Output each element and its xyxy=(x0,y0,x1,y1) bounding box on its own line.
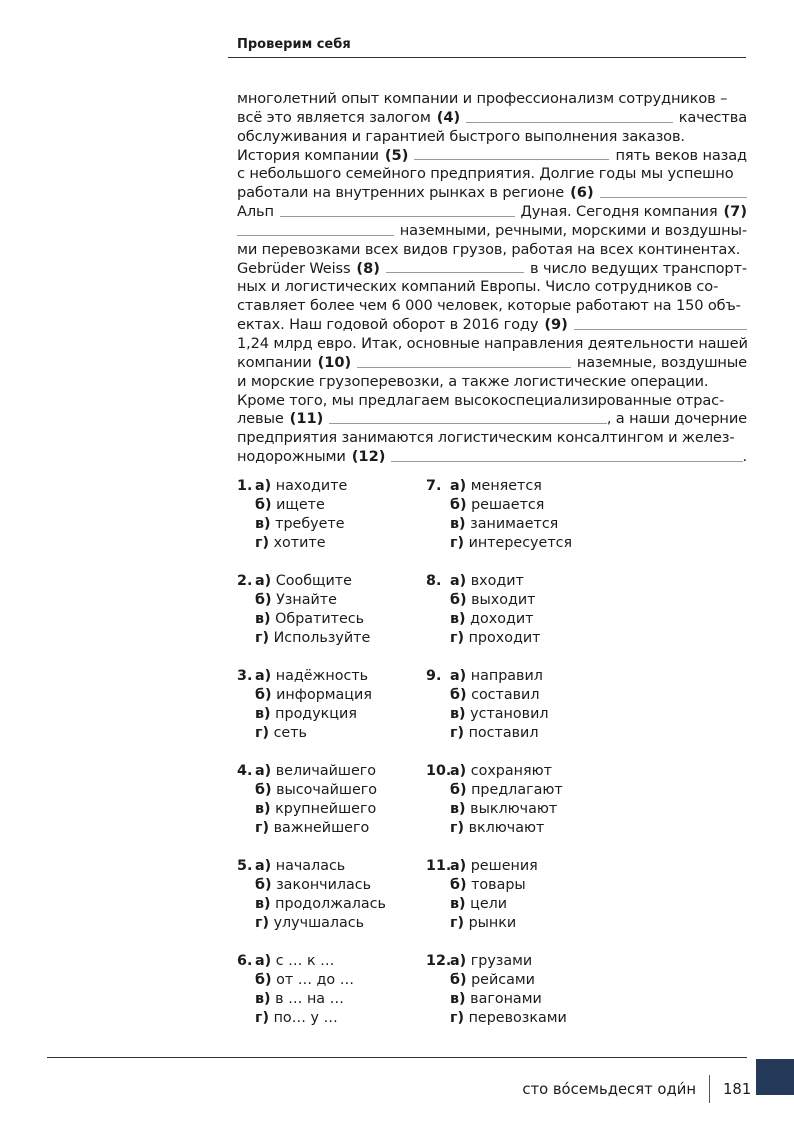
question-group xyxy=(426,572,572,667)
question-number: 11. xyxy=(426,858,452,874)
text-line xyxy=(237,297,747,316)
option-letter: а) xyxy=(255,478,272,494)
answer-option[interactable] xyxy=(426,477,572,496)
text-run: История компании xyxy=(237,146,379,164)
text-run: Альп xyxy=(237,203,274,221)
text-run: ставляет более чем 6 000 человек, которые работают на 150 объ- xyxy=(237,297,741,315)
option-text: Узнайте xyxy=(276,591,337,608)
answer-option[interactable] xyxy=(237,971,386,990)
answer-option[interactable] xyxy=(237,629,386,648)
option-text: надёжность xyxy=(275,668,369,684)
text-line xyxy=(237,335,747,354)
text-run: пять веков назад xyxy=(615,146,747,164)
option-letter: г) xyxy=(255,724,270,741)
option-text: в … на … xyxy=(275,990,344,1007)
question-group xyxy=(426,952,572,1047)
option-text: улучшалась xyxy=(273,914,365,931)
answer-option[interactable] xyxy=(426,591,572,610)
gap-number-7: (7) xyxy=(723,203,747,221)
text-run: многолетний опыт компании и профессионализм сотрудников – xyxy=(237,90,728,107)
answer-blank-10[interactable] xyxy=(357,367,571,368)
option-letter: в) xyxy=(255,610,271,627)
text-run: работали на внутренних рынках в регионе xyxy=(237,184,565,202)
answer-blank-6-cont[interactable] xyxy=(280,216,515,217)
option-text: решается xyxy=(471,496,545,513)
option-letter: б) xyxy=(255,591,272,608)
option-letter: в) xyxy=(255,800,271,817)
option-text: сеть xyxy=(273,724,307,741)
option-text: доходит xyxy=(470,610,534,627)
text-line xyxy=(237,278,747,297)
option-letter: а) xyxy=(450,763,467,779)
option-text: высочайшего xyxy=(276,781,378,798)
text-run: , а наши дочерние xyxy=(606,410,747,428)
option-text: товары xyxy=(471,876,526,893)
page-number-words: сто во́семьдесят оди́н xyxy=(522,1081,696,1098)
question-number: 5. xyxy=(237,858,253,874)
answer-option[interactable] xyxy=(237,515,386,534)
gap-number-9: (9) xyxy=(544,316,568,334)
question-number: 1. xyxy=(237,478,253,494)
option-letter: г) xyxy=(450,534,465,551)
answer-option[interactable] xyxy=(426,895,572,914)
option-letter: а) xyxy=(255,763,272,779)
text-line xyxy=(237,373,747,392)
option-text: находите xyxy=(275,478,348,494)
answer-option[interactable] xyxy=(237,876,386,895)
answer-option[interactable] xyxy=(426,515,572,534)
option-letter: г) xyxy=(255,819,270,836)
question-group xyxy=(426,477,572,572)
text-line xyxy=(237,260,747,279)
options-column-right xyxy=(426,477,572,1047)
option-text: входит xyxy=(470,573,524,589)
option-letter: а) xyxy=(450,953,467,969)
text-line xyxy=(237,184,747,203)
text-line xyxy=(237,203,747,222)
option-letter: а) xyxy=(255,858,272,874)
answer-option[interactable] xyxy=(426,914,572,933)
text-run: Кроме того, мы предлагаем высокоспециализированные отрас- xyxy=(237,391,725,409)
answer-option[interactable] xyxy=(237,952,386,971)
option-letter: б) xyxy=(255,876,272,893)
option-letter: в) xyxy=(450,705,466,722)
gap-number-5: (5) xyxy=(384,146,409,164)
option-letter: г) xyxy=(450,819,465,836)
option-letter: б) xyxy=(255,686,272,703)
option-text: цели xyxy=(470,895,508,912)
option-text: хотите xyxy=(273,534,326,551)
gap-number-8: (8) xyxy=(356,259,380,277)
text-run: наземными, речными, морскими и воздушны- xyxy=(399,221,747,239)
option-letter: а) xyxy=(255,953,272,969)
question-group xyxy=(426,857,572,952)
answer-blank-11[interactable] xyxy=(329,423,607,424)
question-number: 4. xyxy=(237,763,253,779)
answer-blank-5[interactable] xyxy=(414,159,609,160)
option-letter: а) xyxy=(255,668,272,684)
option-text: грузами xyxy=(470,953,533,969)
question-group xyxy=(237,762,386,857)
option-text: Сообщите xyxy=(275,573,352,589)
text-line xyxy=(237,109,747,128)
text-run: качества xyxy=(678,108,747,126)
option-letter: г) xyxy=(450,1009,465,1026)
option-text: направил xyxy=(470,668,543,684)
question-number: 2. xyxy=(237,573,253,589)
option-letter: б) xyxy=(450,686,467,703)
option-letter: в) xyxy=(450,610,466,627)
answer-option[interactable] xyxy=(426,705,572,724)
option-text: ищете xyxy=(276,496,325,513)
option-text: важнейшего xyxy=(273,819,370,836)
option-text: началась xyxy=(275,858,346,874)
answer-blank-12[interactable] xyxy=(391,461,742,462)
answer-option[interactable] xyxy=(426,781,572,800)
option-letter: г) xyxy=(255,534,270,551)
option-text: меняется xyxy=(470,478,542,494)
text-line xyxy=(237,392,747,411)
option-text: интересуется xyxy=(468,534,573,551)
answer-option[interactable] xyxy=(426,876,572,895)
exercise-text xyxy=(237,90,747,467)
question-group xyxy=(237,667,386,762)
text-line xyxy=(237,429,747,448)
answer-option[interactable] xyxy=(237,667,386,686)
option-letter: б) xyxy=(450,971,467,988)
answer-option[interactable] xyxy=(237,534,386,553)
question-group xyxy=(237,477,386,572)
option-letter: г) xyxy=(255,914,270,931)
options-column-left xyxy=(237,477,386,1047)
answer-option[interactable] xyxy=(237,990,386,1009)
text-line xyxy=(237,222,747,241)
option-text: сохраняют xyxy=(470,763,552,779)
answer-option[interactable] xyxy=(426,667,572,686)
option-letter: в) xyxy=(255,895,271,912)
text-line xyxy=(237,165,747,184)
option-text: выключают xyxy=(470,800,558,817)
option-text: информация xyxy=(276,686,372,703)
answer-option[interactable] xyxy=(426,610,572,629)
answer-option[interactable] xyxy=(237,800,386,819)
option-letter: а) xyxy=(255,573,272,589)
answer-option[interactable] xyxy=(237,762,386,781)
option-text: включают xyxy=(468,819,545,836)
text-run: Gebrüder Weiss xyxy=(237,259,351,277)
answer-option[interactable] xyxy=(426,1009,572,1028)
option-text: составил xyxy=(471,686,540,703)
answer-option[interactable] xyxy=(237,477,386,496)
answer-option[interactable] xyxy=(237,781,386,800)
option-text: величайшего xyxy=(275,763,377,779)
answer-option[interactable] xyxy=(426,990,572,1009)
answer-option[interactable] xyxy=(237,819,386,838)
option-text: занимается xyxy=(470,515,559,532)
text-run: с небольшого семейного предприятия. Долгие годы мы успешно xyxy=(237,165,734,183)
option-letter: в) xyxy=(255,515,271,532)
text-run: ми перевозками всех видов грузов, работая на всех континентах. xyxy=(237,240,741,258)
option-text: Обратитесь xyxy=(275,610,365,627)
answer-option[interactable] xyxy=(237,572,386,591)
option-letter: г) xyxy=(255,629,270,646)
answer-option[interactable] xyxy=(237,496,386,515)
option-letter: б) xyxy=(450,591,467,608)
gap-number-10: (10) xyxy=(317,353,352,371)
gap-number-6: (6) xyxy=(570,184,594,202)
answer-option[interactable] xyxy=(426,800,572,819)
option-text: поставил xyxy=(468,724,539,741)
section-title: Проверим себя xyxy=(237,37,351,52)
text-run: ектах. Наш годовой оборот в 2016 году xyxy=(237,316,539,334)
text-run: . xyxy=(742,448,747,466)
answer-option[interactable] xyxy=(237,591,386,610)
gap-number-12: (12) xyxy=(351,448,386,466)
option-text: рейсами xyxy=(471,971,535,988)
option-text: от … до … xyxy=(276,971,355,988)
answer-option[interactable] xyxy=(237,724,386,743)
answer-blank-8[interactable] xyxy=(386,272,524,273)
text-run: всё это является залогом xyxy=(237,108,431,126)
text-run: предприятия занимаются логистическим консалтингом и желез- xyxy=(237,429,735,447)
option-letter: а) xyxy=(450,858,467,874)
text-line xyxy=(237,354,747,373)
answer-option[interactable] xyxy=(426,629,572,648)
question-number: 6. xyxy=(237,953,253,969)
option-letter: в) xyxy=(255,705,271,722)
option-text: рынки xyxy=(468,914,517,931)
option-text: установил xyxy=(470,705,549,722)
footer-divider xyxy=(47,1057,747,1058)
option-text: предлагают xyxy=(471,781,563,798)
answer-option[interactable] xyxy=(426,857,572,876)
text-run: 1,24 млрд евро. Итак, основные направления деятельности нашей xyxy=(237,334,748,352)
option-text: Используйте xyxy=(273,629,371,646)
option-text: выходит xyxy=(471,591,536,608)
option-letter: б) xyxy=(450,876,467,893)
option-letter: в) xyxy=(450,515,466,532)
text-line xyxy=(237,147,747,166)
answer-blank-7[interactable] xyxy=(237,235,394,236)
option-letter: в) xyxy=(450,800,466,817)
question-group xyxy=(426,762,572,857)
option-letter: в) xyxy=(255,990,271,1007)
answer-option[interactable] xyxy=(426,724,572,743)
option-text: закончилась xyxy=(276,876,372,893)
answer-option[interactable] xyxy=(237,1009,386,1028)
option-text: продукция xyxy=(275,705,357,722)
text-run: и морские грузоперевозки, а также логистические операции. xyxy=(237,372,709,390)
text-line xyxy=(237,316,747,335)
answer-option[interactable] xyxy=(426,971,572,990)
option-text: с … к … xyxy=(275,953,335,969)
gap-number-4: (4) xyxy=(436,108,461,126)
text-run: Дуная. Сегодня компания xyxy=(520,203,718,221)
text-line xyxy=(237,128,747,147)
text-line xyxy=(237,90,747,109)
answer-option[interactable] xyxy=(426,686,572,705)
footer-separator xyxy=(709,1075,710,1103)
option-text: вагонами xyxy=(470,990,542,1007)
answer-option[interactable] xyxy=(426,534,572,553)
option-letter: б) xyxy=(450,496,467,513)
question-number: 8. xyxy=(426,573,442,589)
option-text: перевозками xyxy=(468,1009,567,1026)
answer-option[interactable] xyxy=(237,914,386,933)
answer-option[interactable] xyxy=(237,895,386,914)
text-run: в число ведущих транспорт- xyxy=(530,259,747,277)
answer-blank-9[interactable] xyxy=(574,329,747,330)
option-letter: г) xyxy=(450,914,465,931)
answer-option[interactable] xyxy=(237,705,386,724)
text-line xyxy=(237,241,747,260)
question-group xyxy=(426,667,572,762)
option-letter: в) xyxy=(450,990,466,1007)
option-text: проходит xyxy=(468,629,541,646)
option-text: крупнейшего xyxy=(275,800,377,817)
option-text: требуете xyxy=(275,515,345,532)
option-letter: в) xyxy=(450,895,466,912)
option-letter: а) xyxy=(450,478,467,494)
option-letter: а) xyxy=(450,573,467,589)
option-letter: г) xyxy=(255,1009,270,1026)
text-run: ных и логистических компаний Европы. Число сотрудников со- xyxy=(237,278,719,296)
answer-option[interactable] xyxy=(237,610,386,629)
text-run: обслуживания и гарантией быстрого выполнения заказов. xyxy=(237,127,685,145)
question-number: 12. xyxy=(426,953,452,969)
option-text: продолжалась xyxy=(275,895,386,912)
option-text: решения xyxy=(470,858,538,874)
option-letter: б) xyxy=(255,781,272,798)
answer-blank-4[interactable] xyxy=(466,122,673,123)
question-number: 10. xyxy=(426,763,452,779)
page-number: 181 xyxy=(723,1081,752,1098)
option-letter: б) xyxy=(255,496,272,513)
answer-option[interactable] xyxy=(237,857,386,876)
answer-option[interactable] xyxy=(426,952,572,971)
question-group xyxy=(237,952,386,1047)
header-divider xyxy=(228,57,746,58)
chapter-tab xyxy=(756,1059,794,1095)
answer-option[interactable] xyxy=(426,819,572,838)
text-line xyxy=(237,448,747,467)
option-text: по… у … xyxy=(273,1009,338,1026)
text-run: нодорожными xyxy=(237,448,346,466)
answer-option[interactable] xyxy=(237,686,386,705)
text-line xyxy=(237,410,747,429)
option-letter: б) xyxy=(450,781,467,798)
text-run: наземные, воздушные xyxy=(576,353,747,371)
option-letter: г) xyxy=(450,724,465,741)
question-group xyxy=(237,857,386,952)
question-number: 3. xyxy=(237,668,253,684)
gap-number-11: (11) xyxy=(289,410,324,428)
text-run: компании xyxy=(237,353,312,371)
question-group xyxy=(237,572,386,667)
question-number: 9. xyxy=(426,668,442,684)
question-number: 7. xyxy=(426,478,442,494)
text-run: левые xyxy=(237,410,284,428)
answer-option[interactable] xyxy=(426,496,572,515)
option-letter: а) xyxy=(450,668,467,684)
answer-option[interactable] xyxy=(426,762,572,781)
option-letter: г) xyxy=(450,629,465,646)
answer-blank-6[interactable] xyxy=(600,197,747,198)
answer-option[interactable] xyxy=(426,572,572,591)
option-letter: б) xyxy=(255,971,272,988)
